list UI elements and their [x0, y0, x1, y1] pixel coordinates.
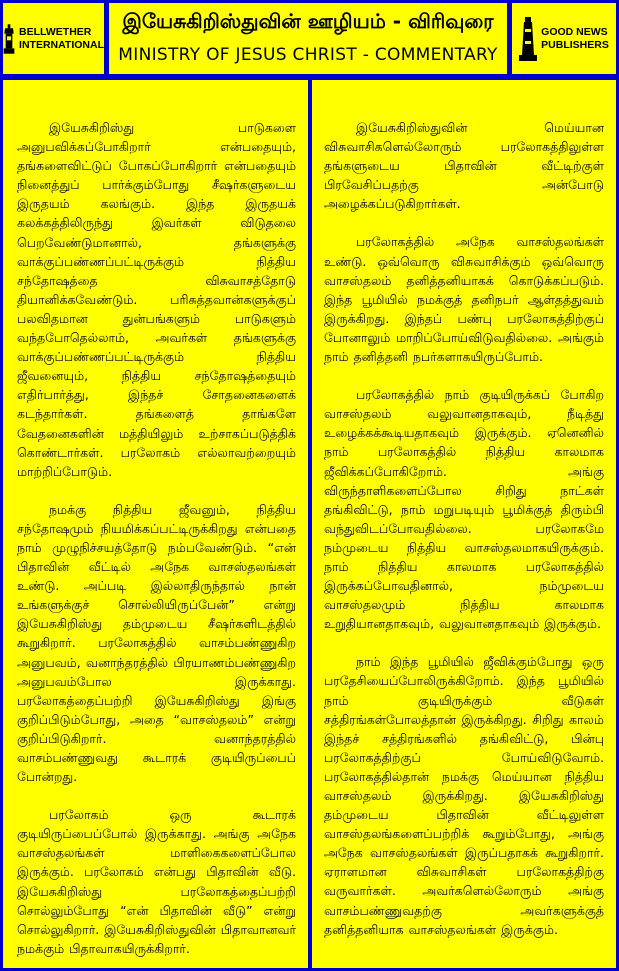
page-header — [0, 0, 619, 77]
left-paragraph-1: இயேசுகிறிஸ்து பாடுகளை அனுபவிக்கப்போகிறார் என்பதையும், தங்களைவிட்டுப் போகப்போகிறார் என்பதையும் நினைத்துப் பார்க்கும்போது சீஷர்களுடைய இருதயம் கலங்கும். இந்த இருதயக் கலக்கத்திலிருந்து இவர்கள் விடுதலை பெறவேண்டுமானால், தங்களுக்கு வாக்குப்பண்ணப்பட்டிருக்கும் நித்திய சந்தோஷத்தை விசுவாசத்தோடு தியானிக்கவேண்டும். பரிசுத்தவான்களுக்குப் பலவிதமான துன்பங்களும் பாடுகளும் வந்தபோதெல்லாம், அவர்கள் தங்களுக்கு வாக்குப்பண்ணப்பட்டிருக்கும் நித்திய ஜீவனையும், நித்திய சந்தோஷத்தையும் எதிர்பார்த்து, இந்தச் சோதனைகளைக் கடந்தார்கள். தங்களைத் தாங்களே வேதனைகளின் மத்தியிலும் உற்சாகப்படுத்திக் கொண்டார்கள். பரலோகம் எல்லாவற்றையும் மாற்றிப்போடும். — [17, 120, 296, 479]
right-column — [312, 80, 616, 968]
left-paragraph-3: பரலோகம் ஒரு கூடாரக் குடியிருப்பைப்போல் இருக்காது. அங்கு அநேக வாசஸ்தலங்கள் மாளிகைகளைப்போல இருக்கும். பரலோகம் என்பது பிதாவின் வீடு. இயேசுகிறிஸ்து பரலோகத்தைப்பற்றி சொல்லும்போது “என் பிதாவின் வீடு” என்று சொல்லுகிறார். இயேசுகிறிஸ்துவின் பிதாவானவர் நமக்கும் பிதாவாகயிருக்கிறார். — [17, 807, 296, 956]
tamil-title: இயேசுகிறிஸ்துவின் ஊழியம் - விரிவுரை — [122, 9, 494, 33]
right-paragraph-3: பரலோகத்தில் நாம் குடியிருக்கப் போகிற வாசஸ்தலம் வலுவானதாகவும், நீடித்து உழைக்கக்கூடியதாகவும் இருக்கும். ஏனெனில் நாம் பரலோகத்தில் நித்திய காலமாக ஜீவிக்கப்போகிறோம். அங்கு விருந்தாளிகளைப்போல சிறிது நாட்கள் தங்கிவிட்டு, நாம் மறுபடியும் பூமிக்குத் திரும்பி வந்துவிடப்போவதில்லை. பரலோகமே நம்முடைய நித்திய வாசஸ்தலமாகயிருக்கும். நாம் நித்திய காலமாக பரலோகத்தில் இருக்கப்போவதினால், நம்முடைய வாசஸ்தலமும் நித்திய காலமாக உறுதியானதாகவும், வலுவானதாகவும் இருக்கும். — [324, 387, 604, 632]
bellwether-logo — [3, 3, 104, 74]
right-paragraph-1: இயேசுகிறிஸ்துவின் மெய்யான விசுவாசிகளெல்லோரும் பரலோகத்திலுள்ள தங்களுடைய பிதாவின் வீட்டிற்குள் பிரவேசிப்பதற்கு அன்போடு அழைக்கப்படுகிறார்கள். — [324, 120, 604, 212]
right-paragraph-4: நாம் இந்த பூமியில் ஜீவிக்கும்போது ஒரு பரதேசியைப்போலிருக்கிறோம். இந்த பூமியில் நாம் குடியிருக்கும் வீடுகள் சத்திரங்கள்போலத்தான் இருக்கிறது. சிறிது காலம் இந்தச் சத்திரங்களில் தங்கிவிட்டு, பின்பு பரலோகத்திற்குப் போய்விடுவோம். பரலோகத்தில்தான் நமக்கு மெய்யான நித்திய வாசஸ்தலம் இருக்கிறது. இயேசுகிறிஸ்து தம்முடைய பிதாவின் வீட்டிலுள்ள வாசஸ்தலங்களைப்பற்றிக் கூறும்போது, அங்கு அநேக வாசஸ்தலங்கள் இருப்பதாகக் கூறுகிறார். ஏராளமான விசுவாசிகள் பரலோகத்திற்கு வருவார்கள். அவர்களெல்லோரும் அங்கு வாசம்பண்ணுவதற்கு அவர்களுக்குத் தனித்தனியாக வாசஸ்தலங்கள் இருக்கும். — [324, 654, 604, 937]
left-paragraph-2: நமக்கு நித்திய ஜீவனும், நித்திய சந்தோஷமும் நியமிக்கப்பட்டிருக்கிறது என்பதை நாம் முழுநிச்சயத்தோடு நம்பவேண்டும். “என் பிதாவின் வீட்டில் அநேக வாசஸ்தலங்கள் உண்டு. அப்படி இல்லாதிருந்தால் நான் உங்களுக்குச் சொல்லியிருப்பேன்” என்று இயேசுகிறிஸ்து தம்முடைய சீஷர்களிடத்தில் கூறுகிறார். பரலோகத்தில் வாசம்பண்ணுகிற அனுபவம், வனாந்தரத்தில் பிரயாணம்பண்ணுகிற அனுபவம்போல இருக்காது. பரலோகத்தைப்பற்றி இயேசுகிறிஸ்து இங்கு குறிப்பிடும்போது, அதை “வாசஸ்தலம்” என்று குறிப்பிடுகிறார். வனாந்தரத்தில் வாசம்பண்ணுவது கூடாரக் குடியிருப்பைப் போன்றது. — [17, 501, 296, 785]
good-news-logo-text: GOOD NEWS PUBLISHERS — [541, 25, 609, 51]
title-box — [109, 3, 507, 74]
left-column — [3, 80, 308, 968]
english-title: MINISTRY OF JESUS CHRIST - COMMENTARY — [118, 45, 498, 65]
right-paragraph-2: பரலோகத்தில் அநேக வாசஸ்தலங்கள் உண்டு. ஒவ்வொரு விசுவாசிக்கும் ஒவ்வொரு வாசஸ்தலம் தனித்தனியாகக் கொடுக்கப்படும். இந்த பூமியில் நமக்குத் தனிநபர் ஆள்தத்துவம் இருக்கிறது. இந்தப் பண்பு பரலோகத்திற்குப் போனாலும் மாறிப்போய்விடுவதில்லை. அங்கும் நாம் தனித்தனி நபர்களாகயிருப்போம். — [324, 234, 604, 365]
lighthouse-icon — [519, 17, 537, 61]
bell-tower-icon — [3, 17, 15, 61]
bellwether-logo-text: BELLWETHER INTERNATIONAL — [19, 25, 104, 51]
good-news-logo — [512, 3, 616, 74]
